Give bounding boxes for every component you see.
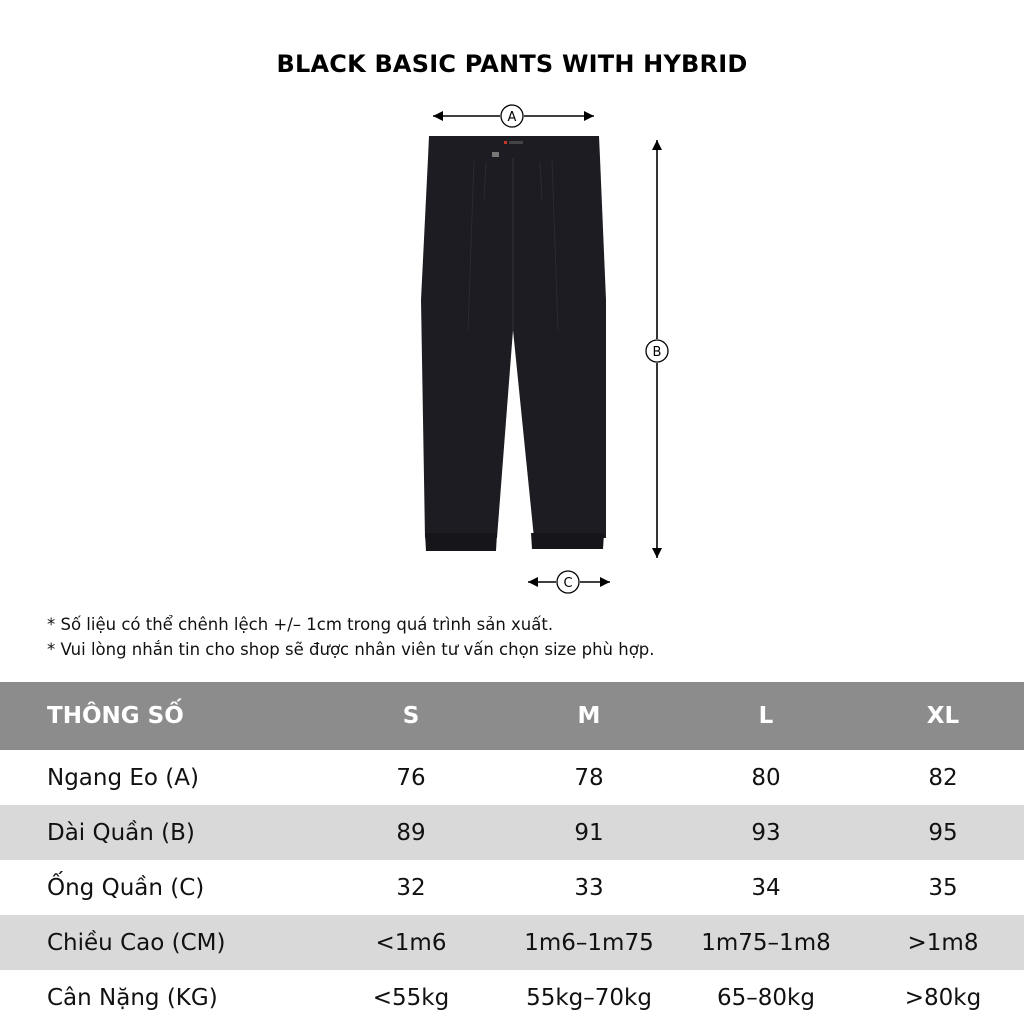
measurement-arrow-b [646, 140, 668, 558]
cell-s: <55kg [372, 984, 450, 1011]
marker-c-label: C [563, 576, 573, 591]
cell-l: 65–80kg [717, 984, 815, 1011]
header-size-m: M [577, 703, 601, 729]
cell-m: 55kg–70kg [526, 984, 652, 1011]
cell-xl: 35 [928, 874, 958, 901]
size-chart-table [0, 682, 1024, 1024]
cell-xl: 95 [928, 819, 958, 846]
row-label: Ngang Eo (A) [47, 764, 199, 791]
table-row-hem [0, 860, 1024, 915]
cell-s: <1m6 [375, 929, 447, 956]
cell-m: 78 [574, 764, 604, 791]
cell-m: 91 [574, 819, 604, 846]
note-tolerance: * Số liệu có thể chênh lệch +/– 1cm trong quá trình sản xuất. [47, 615, 554, 634]
cell-l: 34 [751, 874, 781, 901]
table-row-length [0, 805, 1024, 860]
header-size-l: L [758, 703, 774, 729]
cell-l: 1m75–1m8 [701, 929, 831, 956]
cell-s: 76 [396, 764, 426, 791]
measurement-arrow-a [433, 105, 594, 127]
cell-l: 93 [751, 819, 781, 846]
cell-s: 89 [396, 819, 426, 846]
cell-s: 32 [396, 874, 426, 901]
row-label: Ống Quần (C) [47, 874, 205, 901]
cell-m: 33 [574, 874, 604, 901]
row-label: Chiều Cao (CM) [47, 929, 226, 956]
cell-xl: >1m8 [907, 929, 979, 956]
header-size-s: S [402, 703, 420, 729]
cell-xl: >80kg [904, 984, 982, 1011]
pants-illustration [421, 136, 606, 551]
header-size-xl: XL [926, 703, 960, 729]
header-label: THÔNG SỐ [47, 703, 184, 729]
marker-b-label: B [652, 345, 662, 360]
cell-xl: 82 [928, 764, 958, 791]
note-contact-shop: * Vui lòng nhắn tin cho shop sẽ được nhân viên tư vấn chọn size phù hợp. [47, 640, 655, 659]
table-row-height [0, 915, 1024, 970]
table-header-row [0, 682, 1024, 750]
row-label: Cân Nặng (KG) [47, 984, 218, 1011]
marker-a-label: A [507, 110, 517, 125]
table-row-weight [0, 970, 1024, 1024]
table-row-waist [0, 750, 1024, 805]
row-label: Dài Quần (B) [47, 819, 195, 846]
cell-m: 1m6–1m75 [524, 929, 654, 956]
cell-l: 80 [751, 764, 781, 791]
page-title: BLACK BASIC PANTS WITH HYBRID [276, 50, 748, 78]
measurement-arrow-c [528, 571, 610, 593]
